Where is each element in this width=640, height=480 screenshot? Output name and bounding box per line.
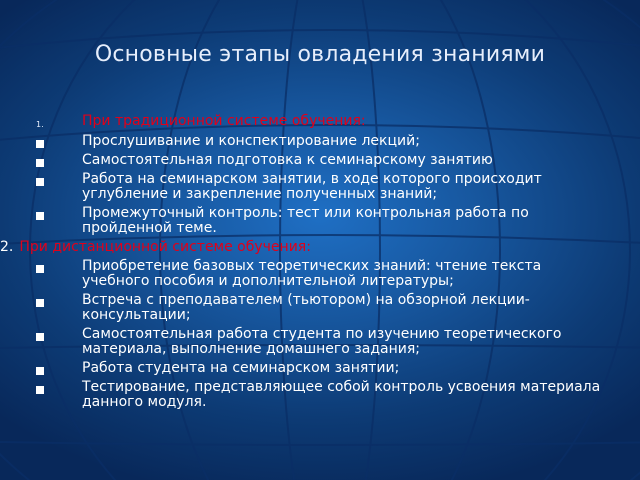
list-item xyxy=(36,134,611,149)
section1-number: 1. xyxy=(36,120,44,129)
list-item xyxy=(36,380,611,410)
bullet-square-icon xyxy=(36,386,44,394)
list-item xyxy=(36,206,611,236)
bullet-square-icon xyxy=(36,178,44,186)
bullet-square-icon xyxy=(36,212,44,220)
section1-heading-row xyxy=(36,114,611,130)
list-item xyxy=(36,172,611,202)
slide-title: Основные этапы овладения знаниями xyxy=(94,42,546,67)
section2-item-5: Тестирование, представляющее собой контроль усвоения материала данного модуля. xyxy=(82,379,601,410)
bullet-square-icon xyxy=(36,333,44,341)
section1-item-2: Самостоятельная подготовка к семинарскому занятию xyxy=(82,152,493,168)
section1-heading: При традиционной системе обучения: xyxy=(82,113,366,129)
section2-item-3: Самостоятельная работа студента по изучению теоретического материала, выполнение домашнего задания; xyxy=(82,326,562,357)
section2-item-2: Встреча с преподавателем (тьютором) на обзорной лекции-консультации; xyxy=(82,292,530,323)
section2-item-1: Приобретение базовых теоретических знаний: чтение текста учебного пособия и дополнительной литературы; xyxy=(82,258,542,289)
section1-item-1: Прослушивание и конспектирование лекций; xyxy=(82,133,420,149)
list-item xyxy=(36,327,611,357)
section2-heading-row xyxy=(0,240,611,255)
bullet-square-icon xyxy=(36,159,44,167)
list-item xyxy=(36,259,611,289)
slide-content xyxy=(0,113,611,414)
list-item xyxy=(36,153,611,168)
section1-item-3: Работа на семинарском занятии, в ходе которого происходит углубление и закрепление полученных знаний; xyxy=(82,171,542,202)
bullet-square-icon xyxy=(36,367,44,375)
bullet-square-icon xyxy=(36,299,44,307)
section2-heading: При дистанционной системе обучения: xyxy=(19,239,311,255)
bullet-square-icon xyxy=(36,140,44,148)
list-item xyxy=(36,293,611,323)
section2-number: 2. xyxy=(0,239,14,255)
section1-item-4: Промежуточный контроль: тест или контрольная работа по пройденной теме. xyxy=(82,205,529,236)
list-item xyxy=(36,361,611,376)
section1-number-marker xyxy=(36,114,82,130)
bullet-square-icon xyxy=(36,265,44,273)
section2-item-4: Работа студента на семинарском занятии; xyxy=(82,360,400,376)
